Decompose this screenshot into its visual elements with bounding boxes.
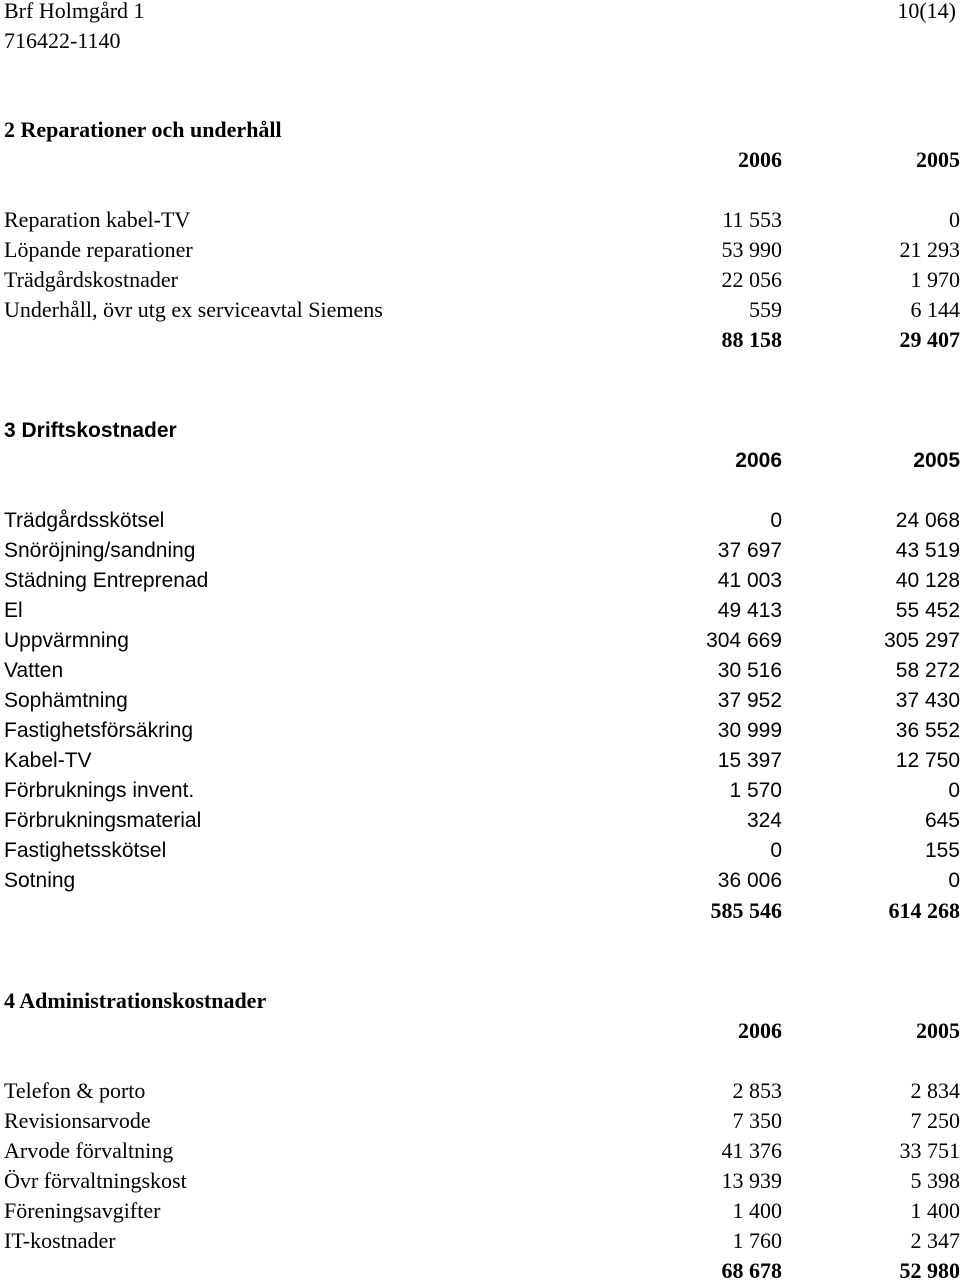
table-row — [4, 656, 960, 686]
value-2006: 2 853 — [733, 1076, 783, 1106]
row-label: Förbruknings invent. — [4, 776, 194, 806]
value-2006: 11 553 — [722, 205, 782, 235]
row-label: Sotning — [4, 866, 75, 896]
table-row — [4, 686, 960, 716]
value-2006: 37 952 — [718, 686, 782, 716]
value-2005: 7 250 — [911, 1106, 960, 1136]
table-row — [4, 776, 960, 806]
table-row — [4, 295, 960, 325]
value-2005: 0 — [948, 776, 960, 806]
table-row — [4, 1136, 960, 1166]
value-2005: 24 068 — [896, 506, 960, 536]
row-label: Telefon & porto — [4, 1076, 145, 1106]
value-2006: 559 — [749, 295, 782, 325]
org-number: 716422-1140 — [4, 26, 121, 56]
section-title: 3 Driftskostnader — [4, 416, 177, 446]
value-2005: 36 552 — [896, 716, 960, 746]
total-2005: 52 980 — [900, 1256, 960, 1286]
value-2006: 304 669 — [706, 626, 782, 656]
table-row — [4, 536, 960, 566]
table-row — [4, 566, 960, 596]
table-row — [4, 806, 960, 836]
value-2005: 1 400 — [911, 1196, 960, 1226]
total-2006: 585 546 — [711, 896, 783, 926]
value-2006: 37 697 — [718, 536, 782, 566]
row-label: Löpande reparationer — [4, 235, 193, 265]
header-line-1 — [4, 0, 956, 26]
row-label: Reparation kabel-TV — [4, 205, 190, 235]
row-label: Arvode förvaltning — [4, 1136, 173, 1166]
value-2006: 41 376 — [722, 1136, 783, 1166]
year-header-row — [4, 145, 960, 175]
row-label: Sophämtning — [4, 686, 128, 716]
table-row — [4, 265, 960, 295]
value-2005: 33 751 — [900, 1136, 960, 1166]
total-2005: 614 268 — [889, 896, 960, 926]
col-2006-header: 2006 — [738, 1016, 782, 1046]
table-row — [4, 1226, 960, 1256]
value-2006: 1 570 — [729, 776, 782, 806]
value-2006: 22 056 — [722, 265, 783, 295]
page-number: 10(14) — [897, 0, 956, 26]
row-label: Underhåll, övr utg ex serviceavtal Siemens — [4, 295, 383, 325]
section-title: 2 Reparationer och underhåll — [4, 115, 282, 145]
table-row — [4, 1196, 960, 1226]
value-2005: 21 293 — [900, 235, 960, 265]
table-row — [4, 1166, 960, 1196]
total-2006: 88 158 — [722, 325, 783, 355]
value-2006: 7 350 — [733, 1106, 783, 1136]
value-2005: 37 430 — [896, 686, 960, 716]
table-row — [4, 866, 960, 896]
row-label: Städning Entreprenad — [4, 566, 208, 596]
table-row — [4, 836, 960, 866]
value-2006: 30 999 — [718, 716, 782, 746]
table-row — [4, 205, 960, 235]
table-row — [4, 1106, 960, 1136]
value-2006: 53 990 — [722, 235, 783, 265]
total-2005: 29 407 — [900, 325, 960, 355]
table-row — [4, 506, 960, 536]
row-label: Snöröjning/sandning — [4, 536, 195, 566]
col-2006-header: 2006 — [738, 145, 782, 175]
row-label: Trädgårdskostnader — [4, 265, 178, 295]
value-2005: 6 144 — [911, 295, 960, 325]
total-2006: 68 678 — [722, 1256, 783, 1286]
value-2006: 49 413 — [718, 596, 782, 626]
value-2005: 155 — [925, 836, 960, 866]
value-2005: 0 — [949, 205, 960, 235]
row-label: Föreningsavgifter — [4, 1196, 160, 1226]
value-2006: 1 760 — [733, 1226, 783, 1256]
table-row — [4, 596, 960, 626]
value-2006: 13 939 — [722, 1166, 783, 1196]
total-row — [4, 325, 960, 355]
value-2005: 2 834 — [911, 1076, 960, 1106]
section-title: 4 Administrationskostnader — [4, 986, 266, 1016]
col-2005-header: 2005 — [916, 1016, 960, 1046]
row-label: Fastighetsförsäkring — [4, 716, 193, 746]
org-name: Brf Holmgård 1 — [4, 0, 145, 26]
row-label: Övr förvaltningskost — [4, 1166, 187, 1196]
row-label: Trädgårdsskötsel — [4, 506, 164, 536]
value-2005: 12 750 — [896, 746, 960, 776]
value-2006: 41 003 — [718, 566, 782, 596]
value-2006: 324 — [747, 806, 782, 836]
table-row — [4, 235, 960, 265]
total-row — [4, 896, 960, 926]
value-2006: 36 006 — [718, 866, 782, 896]
row-label: Kabel-TV — [4, 746, 92, 776]
col-2006-header: 2006 — [735, 446, 782, 476]
table-row — [4, 716, 960, 746]
value-2005: 58 272 — [896, 656, 960, 686]
value-2005: 5 398 — [911, 1166, 960, 1196]
total-row — [4, 1256, 960, 1286]
value-2005: 43 519 — [896, 536, 960, 566]
table-row — [4, 1076, 960, 1106]
row-label: Fastighetsskötsel — [4, 836, 166, 866]
value-2006: 0 — [770, 836, 782, 866]
col-2005-header: 2005 — [913, 446, 960, 476]
value-2005: 0 — [948, 866, 960, 896]
table-row — [4, 746, 960, 776]
value-2005: 645 — [925, 806, 960, 836]
value-2006: 0 — [770, 506, 782, 536]
year-header-row — [4, 1016, 960, 1046]
value-2005: 40 128 — [896, 566, 960, 596]
year-header-row — [4, 446, 960, 476]
row-label: El — [4, 596, 23, 626]
table-row — [4, 626, 960, 656]
value-2006: 15 397 — [718, 746, 782, 776]
value-2006: 1 400 — [733, 1196, 783, 1226]
row-label: Revisionsarvode — [4, 1106, 151, 1136]
row-label: Vatten — [4, 656, 63, 686]
value-2005: 2 347 — [911, 1226, 960, 1256]
row-label: Förbrukningsmaterial — [4, 806, 201, 836]
col-2005-header: 2005 — [916, 145, 960, 175]
value-2005: 55 452 — [896, 596, 960, 626]
row-label: IT-kostnader — [4, 1226, 116, 1256]
value-2005: 1 970 — [911, 265, 960, 295]
header-line-2 — [4, 26, 956, 56]
value-2006: 30 516 — [718, 656, 782, 686]
value-2005: 305 297 — [884, 626, 960, 656]
row-label: Uppvärmning — [4, 626, 129, 656]
